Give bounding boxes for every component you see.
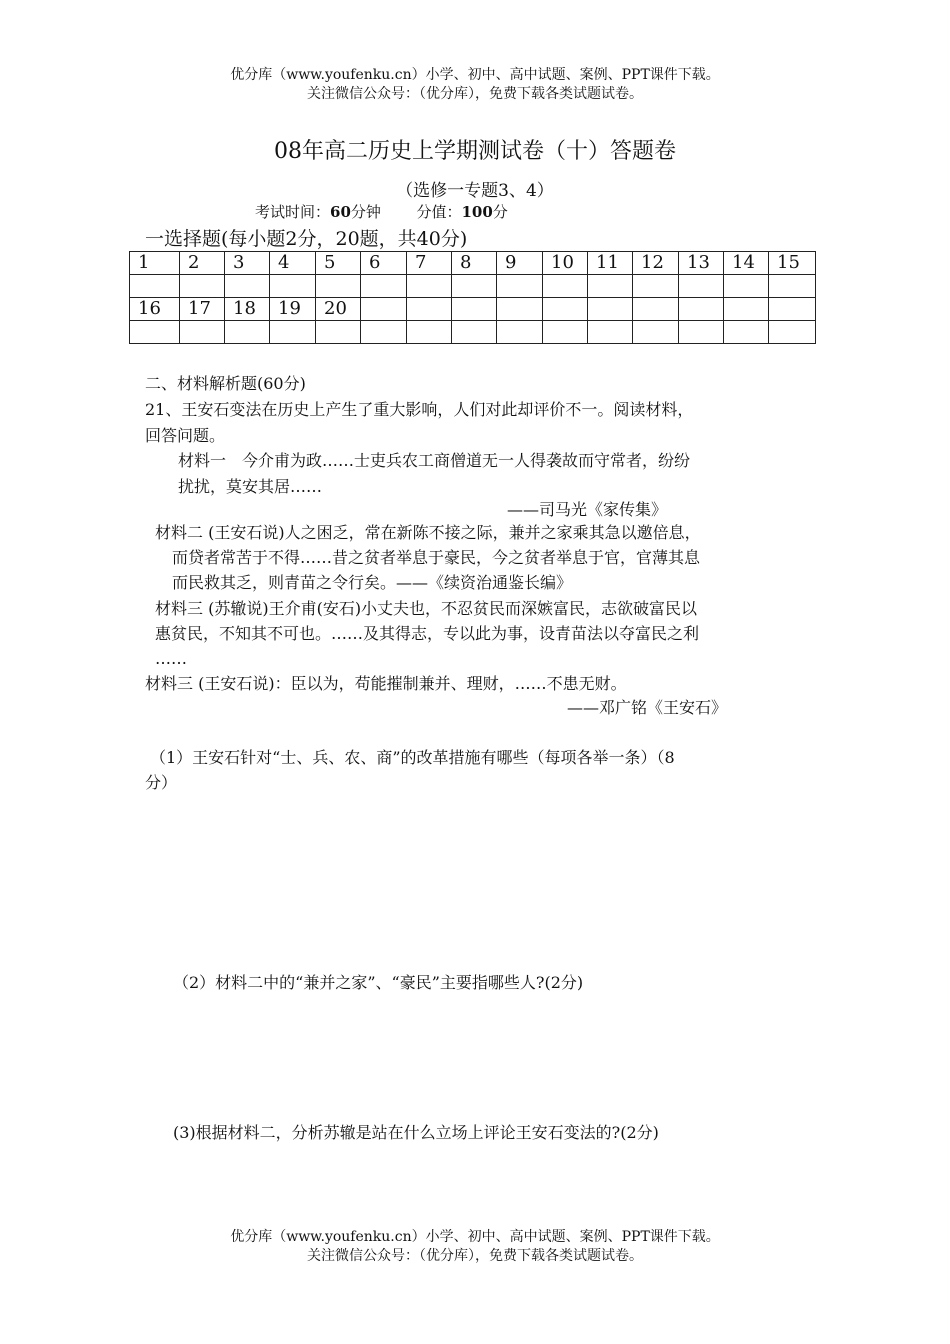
question-number-cell: 20 — [316, 298, 361, 321]
material-1-source: ——司马光《家传集》 — [507, 500, 668, 519]
footer-line-2: 关注微信公众号：（优分库），免费下载各类试题试卷。 — [307, 1248, 643, 1264]
answer-cell[interactable] — [361, 275, 407, 298]
question-number-cell: 16 — [130, 298, 180, 321]
answer-cell[interactable] — [769, 275, 816, 298]
answer-cell[interactable] — [225, 321, 270, 344]
answer-grid-answer-row-1 — [130, 275, 816, 298]
question-number-cell: 5 — [316, 252, 361, 275]
answer-cell[interactable] — [588, 321, 633, 344]
answer-cell[interactable] — [225, 275, 270, 298]
material-1-line-2: 扰扰，莫安其居…… — [178, 477, 323, 496]
question-number-cell — [769, 298, 816, 321]
question-number-cell: 13 — [679, 252, 724, 275]
footer-line-1: 优分库（www.youfenku.cn）小学、初中、高中试题、案例、PPT课件下载。 — [230, 1229, 720, 1245]
answer-cell[interactable] — [452, 275, 497, 298]
question-number-cell: 2 — [180, 252, 225, 275]
time-value: 60 — [330, 203, 351, 221]
answer-cell[interactable] — [497, 275, 543, 298]
answer-cell[interactable] — [270, 321, 316, 344]
page-subtitle: （选修一专题3、4） — [396, 181, 554, 201]
question-2: （2）材料二中的“兼并之家”、“豪民”主要指哪些人?(2分) — [173, 973, 584, 992]
answer-cell[interactable] — [452, 321, 497, 344]
score-value: 100 — [461, 203, 493, 221]
question-number-cell: 6 — [361, 252, 407, 275]
answer-grid-number-row-1 — [130, 252, 816, 275]
answer-cell[interactable] — [724, 321, 769, 344]
question-number-cell: 3 — [225, 252, 270, 275]
answer-grid-number-row-2 — [130, 298, 816, 321]
answer-cell[interactable] — [769, 321, 816, 344]
question-number-cell: 4 — [270, 252, 316, 275]
question-number-cell — [679, 298, 724, 321]
question-number-cell — [452, 298, 497, 321]
material-2-line-2: 而贷者常苦于不得……昔之贫者举息于豪民，今之贫者举息于官，官薄其息 — [172, 548, 701, 567]
answer-cell[interactable] — [180, 275, 225, 298]
question-number-cell — [361, 298, 407, 321]
answer-cell[interactable] — [316, 321, 361, 344]
question-1-line-1: （1）王安石针对“士、兵、农、商”的改革措施有哪些（每项各举一条）（8 — [150, 748, 675, 767]
answer-cell[interactable] — [724, 275, 769, 298]
section1-heading: 一选择题(每小题2分，20题，共40分) — [145, 228, 468, 250]
answer-cell[interactable] — [497, 321, 543, 344]
question-1-line-2: 分） — [145, 773, 178, 792]
material-1-line-1: 材料一 今介甫为政……士吏兵农工商僧道无一人得袭故而守常者，纷纷 — [178, 451, 691, 470]
material-2-line-3: 而民救其乏，则青苗之令行矣。——《续资治通鉴长编》 — [172, 573, 573, 592]
material-2-line-1: 材料二 (王安石说)人之困乏，常在新陈不接之际，兼并之家乘其急以邀倍息， — [155, 523, 701, 542]
answer-grid-answer-row-2 — [130, 321, 816, 344]
q21-stem-line-1: 21、王安石变法在历史上产生了重大影响，人们对此却评价不一。阅读材料， — [145, 400, 694, 419]
question-number-cell: 17 — [180, 298, 225, 321]
question-number-cell — [724, 298, 769, 321]
page-title: 08年高二历史上学期测试卷（十）答题卷 — [274, 139, 676, 164]
answer-cell[interactable] — [316, 275, 361, 298]
question-number-cell: 7 — [407, 252, 452, 275]
answer-cell[interactable] — [543, 275, 588, 298]
question-number-cell: 10 — [543, 252, 588, 275]
question-number-cell: 14 — [724, 252, 769, 275]
question-number-cell: 1 — [130, 252, 180, 275]
answer-cell[interactable] — [270, 275, 316, 298]
time-label: 考试时间： — [255, 203, 331, 221]
material-4-line-1: 材料三 (王安石说)：臣以为，苟能摧制兼并、理财，……不患无财。 — [145, 674, 627, 693]
answer-cell[interactable] — [407, 321, 452, 344]
header-line-1: 优分库（www.youfenku.cn）小学、初中、高中试题、案例、PPT课件下载。 — [230, 67, 720, 83]
time-unit: 分钟 — [350, 203, 381, 221]
question-number-cell — [588, 298, 633, 321]
material-3-line-3: …… — [155, 649, 187, 668]
question-number-cell: 9 — [497, 252, 543, 275]
section2-heading: 二、材料解析题(60分) — [145, 374, 306, 393]
exam-info — [255, 201, 508, 222]
question-number-cell: 11 — [588, 252, 633, 275]
question-number-cell: 8 — [452, 252, 497, 275]
material-3-line-2: 惠贫民，不知其不可也。……及其得志，专以此为事，设青苗法以夺富民之利 — [155, 624, 700, 643]
answer-cell[interactable] — [679, 321, 724, 344]
question-number-cell — [543, 298, 588, 321]
question-number-cell: 18 — [225, 298, 270, 321]
answer-cell[interactable] — [130, 321, 180, 344]
answer-cell[interactable] — [407, 275, 452, 298]
answer-cell[interactable] — [679, 275, 724, 298]
q21-stem-line-2: 回答问题。 — [145, 426, 226, 445]
question-number-cell — [497, 298, 543, 321]
header-line-2: 关注微信公众号：（优分库），免费下载各类试题试卷。 — [307, 86, 643, 102]
material-4-source: ——邓广铭《王安石》 — [567, 698, 728, 717]
question-number-cell: 15 — [769, 252, 816, 275]
question-number-cell: 19 — [270, 298, 316, 321]
question-number-cell — [633, 298, 679, 321]
answer-cell[interactable] — [361, 321, 407, 344]
answer-cell[interactable] — [588, 275, 633, 298]
score-label: 分值： — [416, 203, 462, 221]
answer-cell[interactable] — [543, 321, 588, 344]
question-3: (3)根据材料二，分析苏辙是站在什么立场上评论王安石变法的?(2分) — [173, 1123, 659, 1142]
question-number-cell — [407, 298, 452, 321]
answer-cell[interactable] — [130, 275, 180, 298]
answer-cell[interactable] — [180, 321, 225, 344]
answer-cell[interactable] — [633, 275, 679, 298]
question-number-cell: 12 — [633, 252, 679, 275]
score-unit: 分 — [492, 203, 508, 221]
answer-cell[interactable] — [633, 321, 679, 344]
answer-grid — [129, 251, 816, 344]
material-3-line-1: 材料三 (苏辙说)王介甫(安石)小丈夫也，不忍贫民而深嫉富民，志欲破富民以 — [155, 599, 698, 618]
